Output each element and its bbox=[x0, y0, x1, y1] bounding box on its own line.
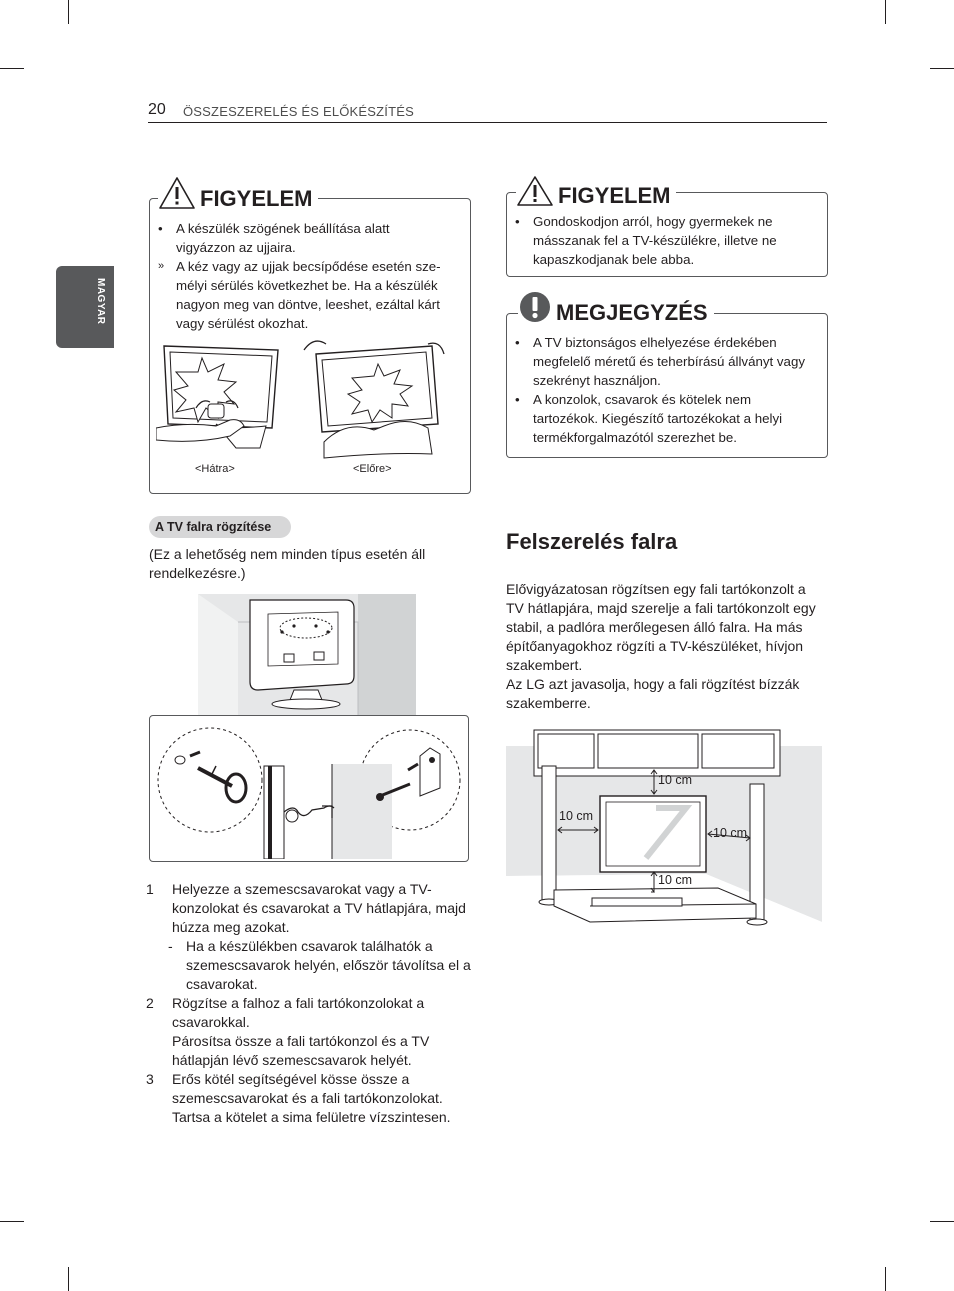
steps-list bbox=[146, 880, 474, 1127]
wall-mount-paragraph-2: Az LG azt javasolja, hogy a fali rögzítést bízzák szakemberre. bbox=[506, 676, 800, 711]
caution-right-item-1: • Gondoskodjon arról, hogy gyermekek ne másszanak fel a TV-készülékre, illetve ne kapaszkodjanak bele abba. bbox=[515, 214, 777, 267]
caution-title-left: FIGYELEM bbox=[200, 186, 313, 211]
tv-rear-illustration bbox=[198, 594, 416, 716]
clearance-bottom-label: 10 cm bbox=[658, 873, 693, 887]
note-item-2: • A konzolok, csavarok és kötelek nem tartozékok. Kiegészítő tartozékokat a helyi termékforgalmazótól szerezhet be. bbox=[515, 392, 783, 445]
warning-triangle-icon bbox=[516, 175, 554, 207]
caption-forward: <Előre> bbox=[353, 463, 392, 475]
language-tab bbox=[56, 266, 114, 348]
tv-tilt-back bbox=[156, 346, 278, 448]
caution-left-item-2: » A kéz vagy az ujjak becsípődése esetén sze-mélyi sérülés következhet be. Ha a készülék nagyon meg van döntve, leeshet, ezáltal kárt vagy sérülést okozhat. bbox=[158, 259, 441, 331]
clearance-left-label: 10 cm bbox=[559, 809, 594, 823]
section-title: ÖSSZESZERELÉS ÉS ELŐKÉSZÍTÉS bbox=[183, 104, 415, 119]
step-2-extra: Párosítsa össze a fali tartókonzol és a TV hátlapján lévő szemescsavarok helyét. bbox=[172, 1033, 430, 1068]
step-1-sub: - Ha a készülékben csavarok találhatók a szemescsavarok helyén, először távolítsa el a csavarokat. bbox=[168, 938, 471, 992]
tilt-illustration bbox=[156, 336, 466, 466]
note-title: MEGJEGYZÉS bbox=[556, 300, 708, 325]
step-1: 1 Helyezze a szemescsavarokat vagy a TV-konzolokat és csavarokat a TV hátlapjára, majd húzza meg azokat. bbox=[146, 881, 466, 935]
clearance-top-label: 10 cm bbox=[658, 773, 693, 787]
wall-mount-heading: Felszerelés falra bbox=[506, 529, 678, 554]
caution-left-item-1: • A készülék szögének beállítása alatt vigyázzon az ujjaira. bbox=[158, 221, 390, 255]
bolt-bracket-illustration bbox=[150, 716, 466, 859]
note-header bbox=[518, 290, 714, 324]
tv-tilt-forward bbox=[304, 341, 444, 458]
page-number: 20 bbox=[148, 101, 166, 118]
language-tab-label: MAGYAR bbox=[95, 278, 106, 325]
caption-back: <Hátra> bbox=[195, 463, 235, 475]
caution-title-right: FIGYELEM bbox=[558, 183, 671, 208]
wall-mount-clearance-diagram bbox=[506, 726, 822, 938]
clearance-right-label: 10 cm bbox=[713, 826, 748, 840]
caution-header-right bbox=[516, 175, 676, 207]
caution-header-left bbox=[158, 176, 318, 210]
wall-fix-intro: (Ez a lehetőség nem minden típus esetén áll rendelkezésre.) bbox=[149, 546, 426, 581]
warning-triangle-icon bbox=[158, 176, 196, 210]
wall-fix-pill: A TV falra rögzítése bbox=[149, 516, 291, 538]
note-item-1: • A TV biztonságos elhelyezése érdekében megfelelő méretű és teherbírású állványt vagy szekrényt használjon. bbox=[515, 335, 805, 388]
header-rule bbox=[148, 122, 827, 123]
wall-mount-paragraph-1: Elővigyázatosan rögzítsen egy fali tartókonzolt a TV hátlapjára, majd szerelje a fali tartókonzolt egy stabil, a padlóra merőlegesen álló falra. Ha más építőanyagokhoz rögzíti a TV-készüléket, hívjon szakembert. bbox=[506, 581, 816, 673]
exclamation-circle-icon bbox=[518, 290, 552, 324]
step-2: 2 Rögzítse a falhoz a fali tartókonzolokat a csavarokkal. bbox=[146, 995, 425, 1030]
step-3: 3 Erős kötél segítségével kösse össze a szemescsavarokat és a fali tartókonzolokat. Tartsa a kötelet a sima felületre vízszintesen. bbox=[146, 1071, 451, 1125]
